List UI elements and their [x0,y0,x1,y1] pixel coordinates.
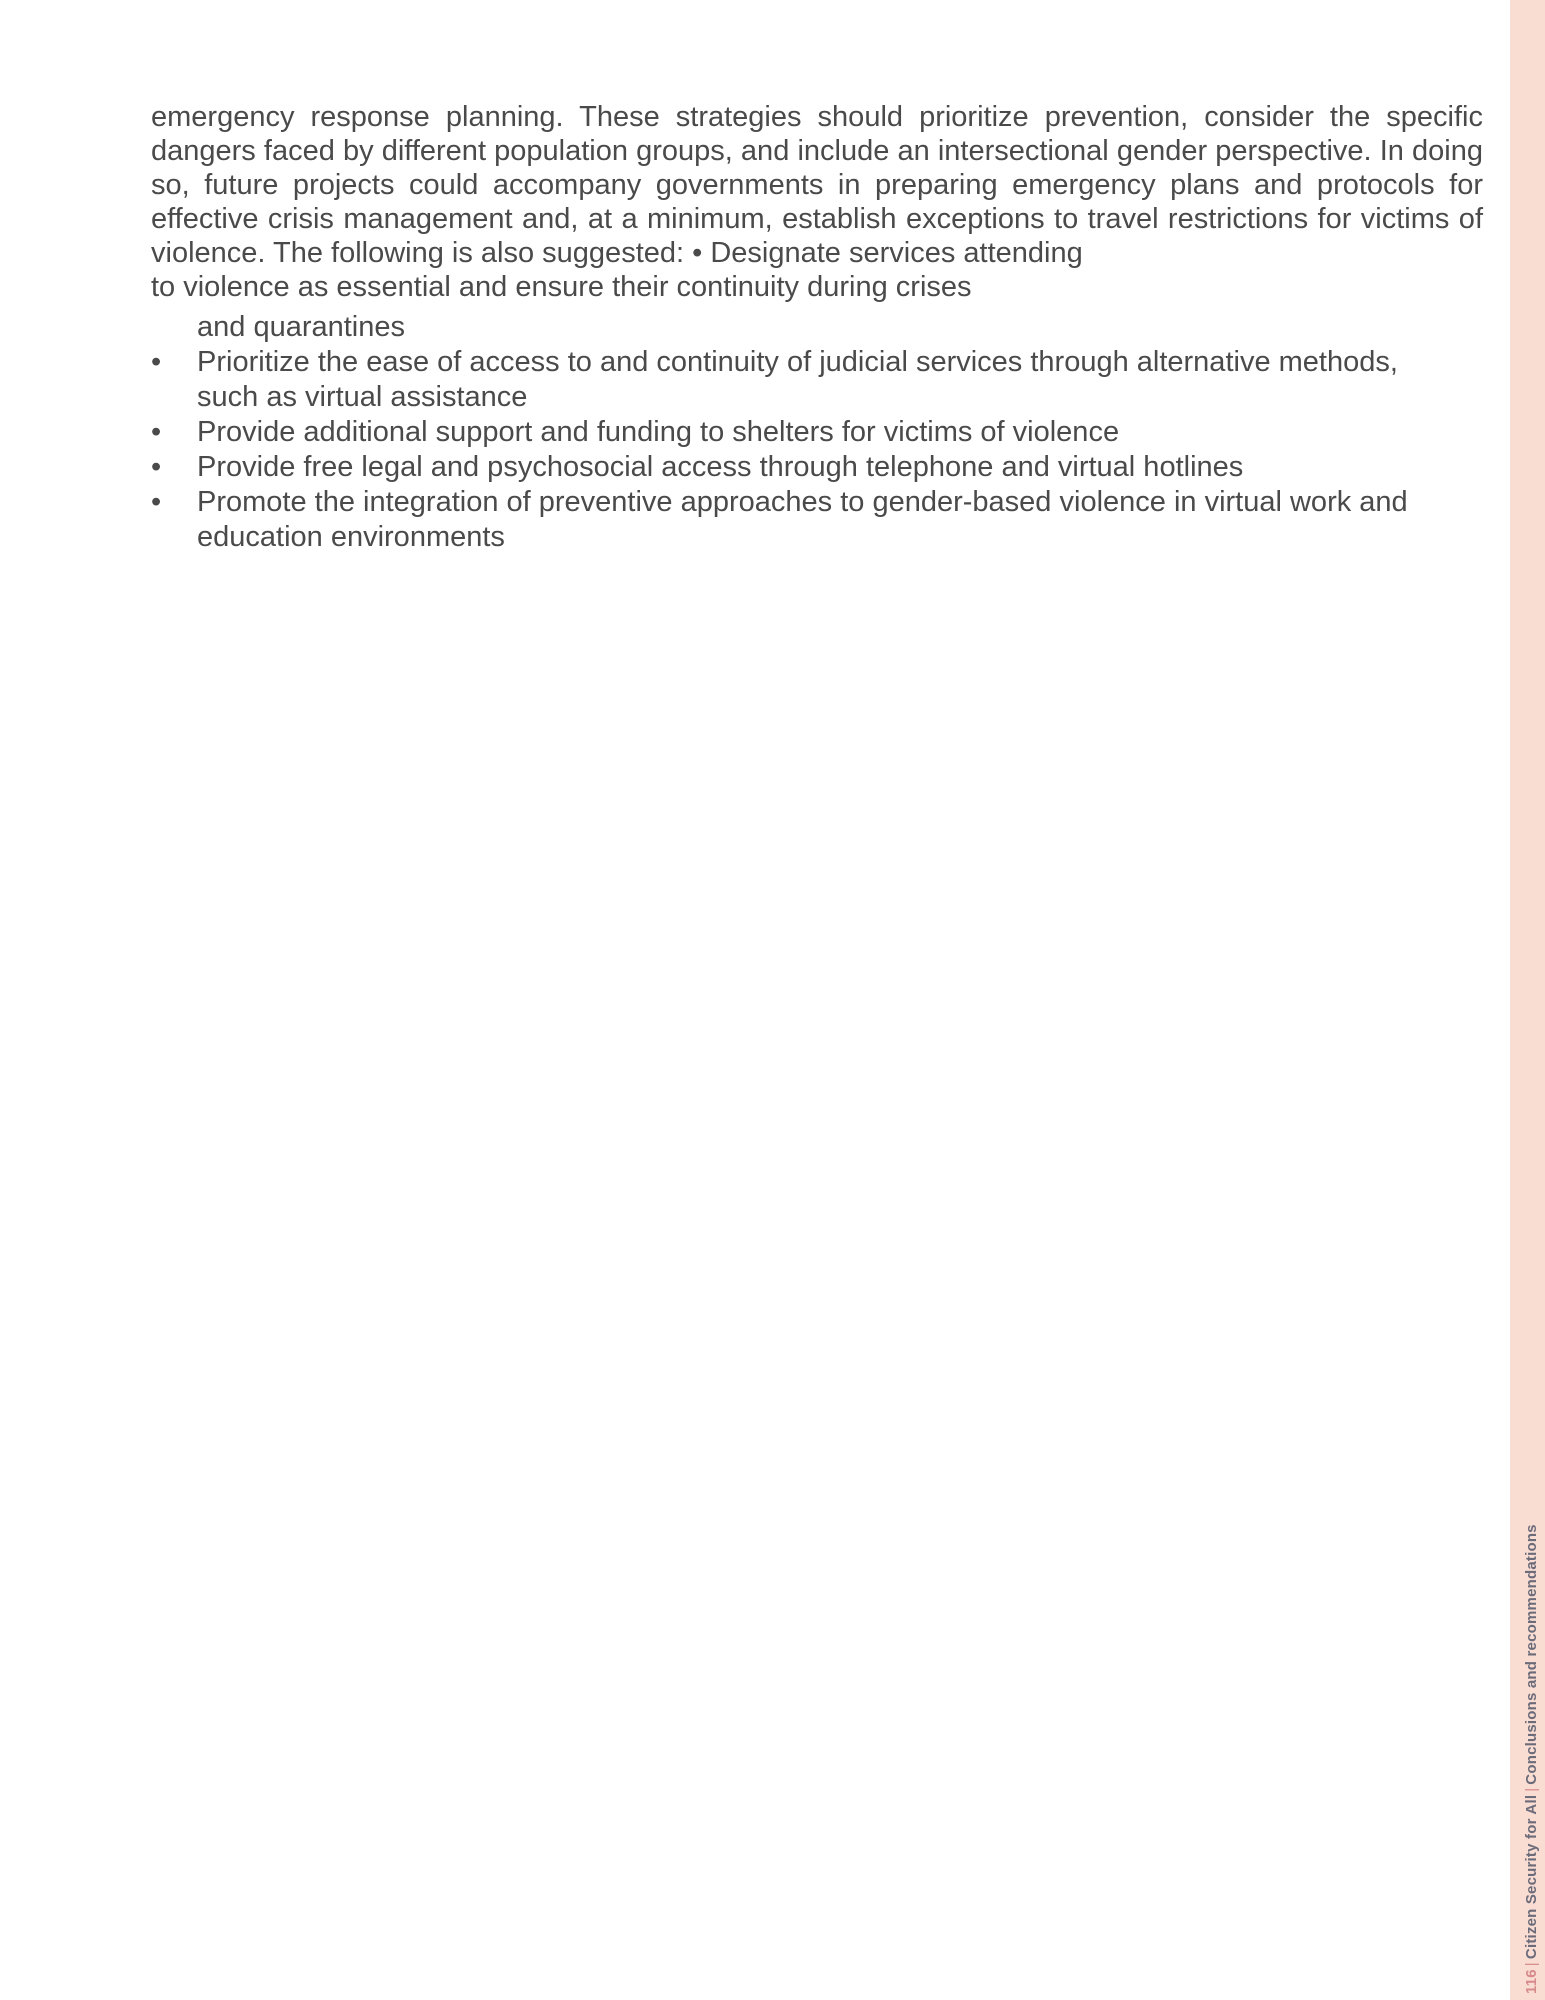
list-item [151,450,1483,485]
list-item-wrap: such as virtual assistance [197,381,528,413]
list-item [151,485,1483,555]
bullet-icon: • [151,346,162,378]
bullet-icon: • [151,486,162,518]
page-number: 116 [1522,1969,1540,1994]
bullet-continuation: and quarantines [197,311,405,343]
list-item-wrap: education environments [197,521,505,553]
list-item-text: Provide additional support and funding to shelters for victims of violence [197,416,1120,448]
body-paragraph [151,100,1483,304]
page-content [151,100,1483,555]
publication-title: Citizen Security for All [1522,1794,1540,1960]
section-title: Conclusions and recommendations [1522,1524,1540,1785]
list-item [151,415,1483,450]
separator: | [1522,1962,1540,1967]
list-item [151,345,1483,415]
list-item-text: Prioritize the ease of access to and continuity of judicial services through alternative methods, [197,346,1398,378]
bullet-icon: • [151,416,162,448]
running-footer [1510,0,1545,2000]
separator: | [1522,1787,1540,1792]
paragraph-text: emergency response planning. These strategies should prioritize prevention, consider the specific dangers faced by different population groups, and include an intersectional gender perspective. In doing so, future projects could accompany governments in preparing emergency plans and protocols for effective crisis management and, at a minimum, establish exceptions to travel restrictions for victims of violence. The following is also suggested: • Designate services attending [151,101,1483,269]
list-item-text: Promote the integration of preventive approaches to gender-based violence in virtual work and [197,486,1408,518]
running-footer-text [1523,1524,1540,1994]
list-item-text: Provide free legal and psychosocial access through telephone and virtual hotlines [197,451,1244,483]
bullet-list [151,345,1483,555]
bullet-icon: • [151,451,162,483]
paragraph-last-line: to violence as essential and ensure their continuity during crises [151,271,972,303]
